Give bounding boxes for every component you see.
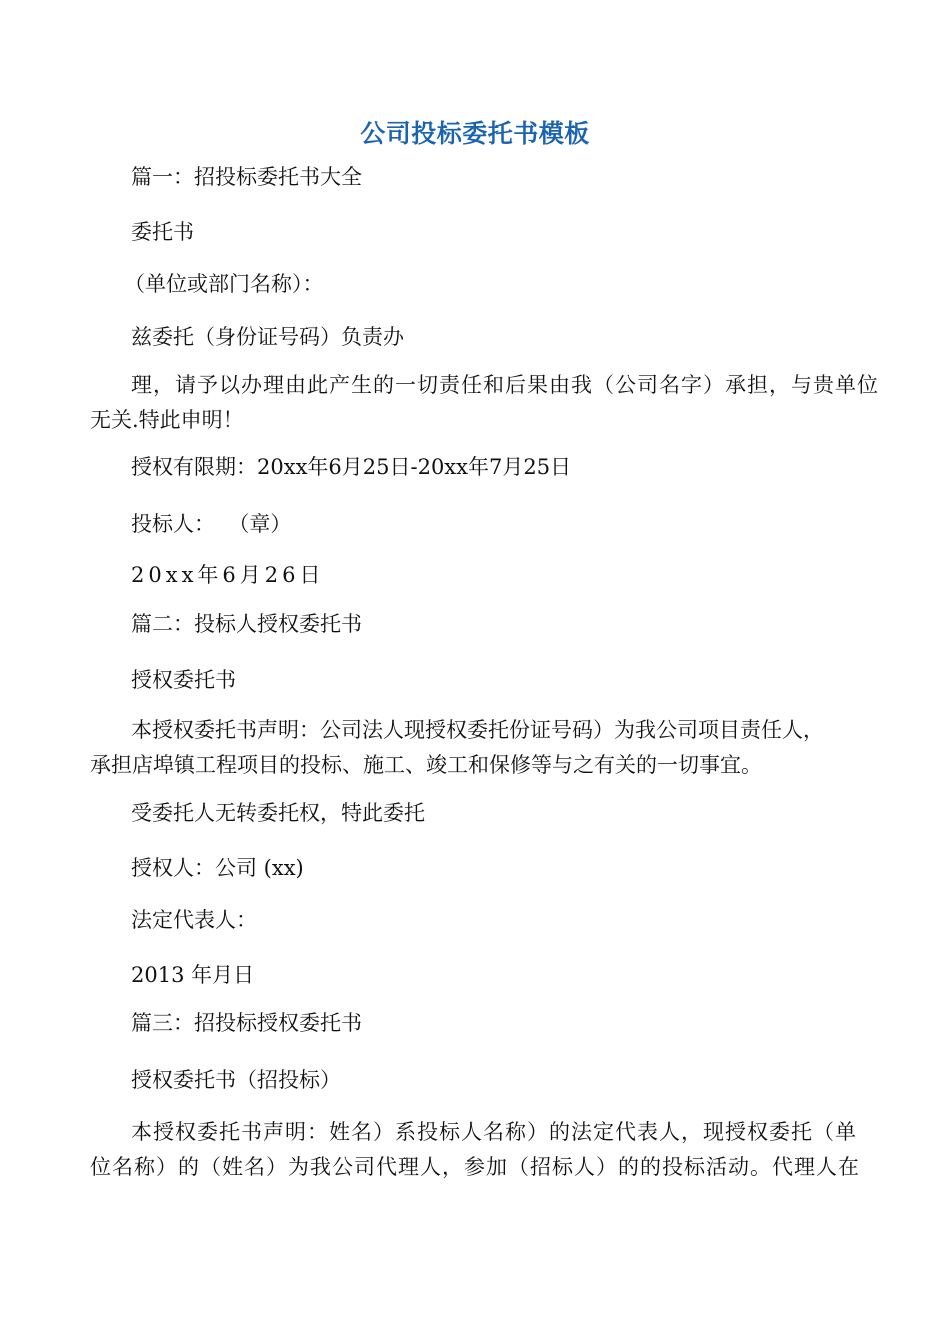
date-line: 20xx年6月26日 <box>131 563 325 587</box>
paragraph: 授权人：公司 (xx) <box>131 856 304 880</box>
paragraph: 受委托人无转委托权，特此委托 <box>131 801 425 825</box>
paragraph: 本授权委托书声明：公司法人现授权委托份证号码）为我公司项目责任人， 承担店埠镇工程项目的投标、施工、竣工和保修等与之有关的一切事宜。 <box>90 718 824 777</box>
date-line: 2013 年月日 <box>131 963 255 987</box>
paragraph: 理，请予以办理由此产生的一切责任和后果由我（公司名字）承担，与贵单位 无关.特此申明！ <box>90 373 879 432</box>
paragraph: 授权委托书（招投标） <box>131 1068 341 1092</box>
paragraph: 授权有限期：20xx年6月25日-20xx年7月25日 <box>131 455 572 479</box>
paragraph: 委托书 <box>131 220 194 244</box>
paragraph: 本授权委托书声明：姓名）系投标人名称）的法定代表人，现授权委托（单 位名称）的（姓名）为我公司代理人，参加（招标人）的的投标活动。代理人在 <box>90 1120 860 1179</box>
section-heading-1: 篇一：招投标委托书大全 <box>131 165 362 189</box>
paragraph: 兹委托（身份证号码）负责办 <box>131 325 404 349</box>
paragraph: （单位或部门名称）： <box>124 272 324 296</box>
paragraph: 投标人： （章） <box>131 512 292 536</box>
paragraph: 法定代表人： <box>131 908 257 932</box>
paragraph: 授权委托书 <box>131 668 236 692</box>
section-heading-3: 篇三：招投标授权委托书 <box>131 1011 362 1035</box>
document-title: 公司投标委托书模板 <box>360 119 590 148</box>
section-heading-2: 篇二：投标人授权委托书 <box>131 612 362 636</box>
